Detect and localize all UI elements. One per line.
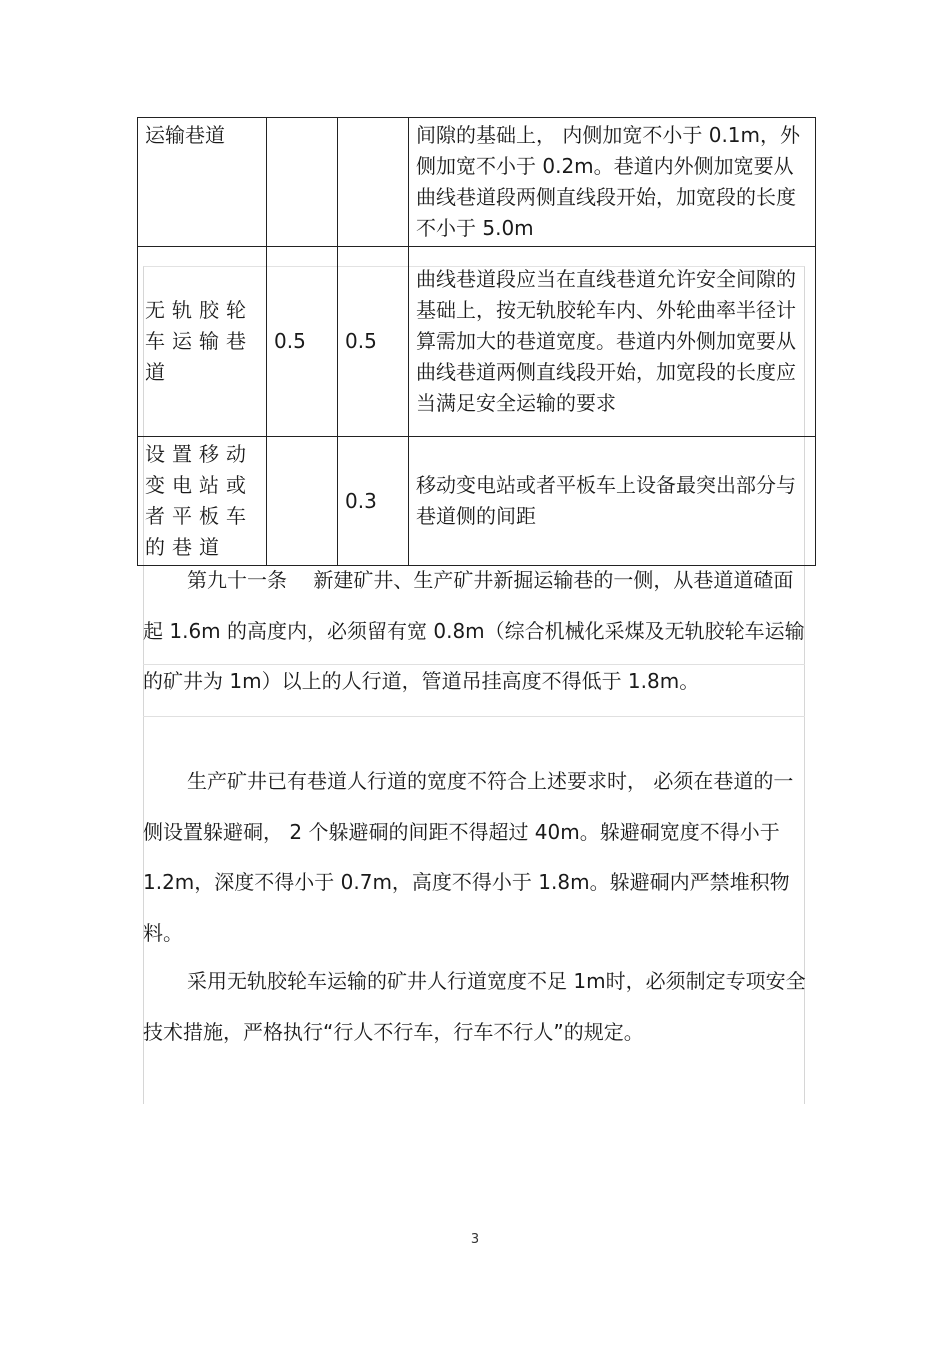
trackless-vehicle-paragraph: 采用无轨胶轮车运输的矿井人行道宽度不足 1m时，必须制定专项安全技术措施，严格执行“行人不行车，行车不行人”的规定。	[143, 969, 806, 1044]
table-cell-value	[267, 437, 338, 566]
page-number: 3	[470, 1232, 480, 1247]
table-cell-tunnel-type: 无轨胶轮车运输巷道	[138, 247, 267, 437]
table-cell-description: 移动变电站或者平板车上设备最突出部分与巷道侧的间距	[409, 437, 816, 566]
table-cell-description: 间隙的基础上， 内侧加宽不小于 0.1m，外侧加宽不小于 0.2m。巷道内外侧加宽要从曲线巷道段两侧直线段开始，加宽段的长度不小于 5.0m	[409, 118, 816, 247]
table-cell-value: 0.5	[338, 247, 409, 437]
table-cell-description: 曲线巷道段应当在直线巷道允许安全间隙的基础上，按无轨胶轮车内、外轮曲率半径计算需加大的巷道宽度。巷道内外侧加宽要从曲线巷道两侧直线段开始，加宽段的长度应当满足安全运输的要求	[409, 247, 816, 437]
table-cell-value: 0.5	[267, 247, 338, 437]
table-cell-value: 0.3	[338, 437, 409, 566]
table-cell-value	[338, 118, 409, 247]
table-cell-tunnel-type: 设置移动变电站或者平板车的巷道	[138, 437, 267, 566]
table-cell-tunnel-type: 运输巷道	[138, 118, 267, 247]
table-row	[138, 437, 816, 566]
refuge-niche-paragraph: 生产矿井已有巷道人行道的宽度不符合上述要求时， 必须在巷道的一侧设置躲避硐， 2 个躲避硐的间距不得超过 40m。躲避硐宽度不得小于 1.2m，深度不得小于 0.7m，高度不得小于 1.8m。躲避硐内严禁堆积物料。	[143, 769, 794, 945]
table-row	[138, 118, 816, 247]
table-row	[138, 247, 816, 437]
article-91-paragraph: 第九十一条 新建矿井、生产矿井新掘运输巷的一侧，从巷道道碴面起 1.6m 的高度内，必须留有宽 0.8m（综合机械化采煤及无轨胶轮车运输的矿井为 1m）以上的人行道，管道吊挂高度不得低于 1.8m。	[143, 568, 805, 693]
rule-line	[143, 716, 805, 717]
clearance-table	[137, 117, 816, 566]
table-cell-value	[267, 118, 338, 247]
